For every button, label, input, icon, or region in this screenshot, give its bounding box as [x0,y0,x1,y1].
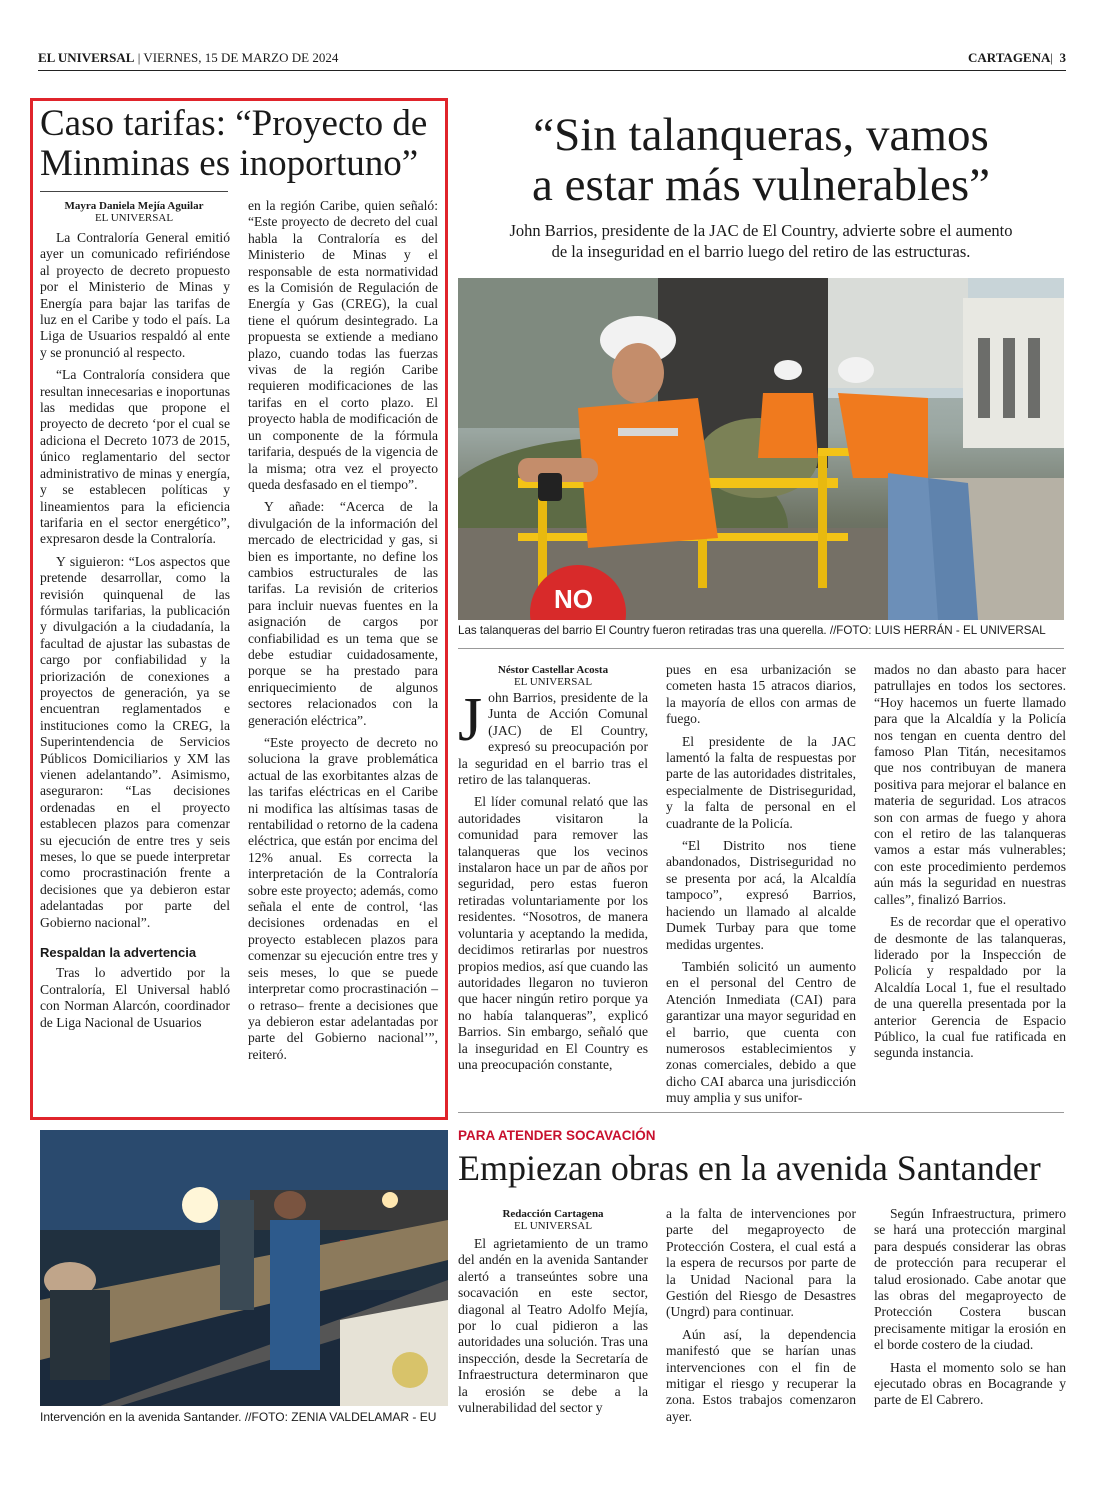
story2-photo [458,278,1064,620]
story3-column-1 [458,1236,648,1422]
paragraph: Y siguieron: “Los aspectos que pretende desarrollar, como la revisión quinquenal de las fórmulas tarifarias, la publicación y divulgación a la ciudadanía, la facultad de ajustar las subastas de cargo por confiabilidad y la priorización de conexiones a proyectos de generación, ya se encuentran reglamentados e instituciones como la CREG, la Superintendencia de Servicios Públicos Domiciliarios y XM las vienen adelantando”. Asimismo, aseguraron: “Las decisiones ordenadas en el proyecto establecen plazos para comenzar su ejecución de entre tres y seis meses, lo que se puede interpretar como procrastinación frente a decisiones que ya debieron estar adelantadas por parte del Gobierno nacional”. [40,553,230,930]
story2-deck [456,220,1066,262]
story2-byline [458,664,648,688]
page-header-left: EL UNIVERSAL | VIERNES, 15 DE MARZO DE 2024 [38,50,339,65]
paragraph: Y añade: “Acerca de la divulgación de la información del mercado de electricidad y gas, si bien es importante, no define los cambios estructurales de las tarifas. La revisión de criterios para incluir nuevas fuentes en la asignación de cargos por confiabilidad es un tema que se debe estudiar cuidadosamente, porque se ha prestado para enriquecimiento de algunos sectores relacionados con la generación eléctrica”. [248,499,438,728]
story1-byline [40,200,228,224]
story1-outlet: EL UNIVERSAL [94,212,174,224]
header-rule [38,70,1066,71]
section-name: CARTAGENA [968,50,1051,65]
paragraph: “Este proyecto de decreto no soluciona la grave problemática actual de las exorbitantes alzas de las tarifas eléctricas en el Caribe ni modifica las altísimas tasas de rentabilidad o retorno de la cadena eléctrica, que están por encima del 12% anual. Es correcta la interpretación de la Contraloría sobre este proyecto; además, como señala el ente de control, ‘las decisiones ordenadas en el proyecto establecen plazos para comenzar su ejecución entre tres y seis meses, lo que se puede interpretar como procrastinación –o retraso– frente a decisiones que ya debieron estar adelantadas por parte del Gobierno nacional’”, reiteró. [248,735,438,1062]
paragraph: La Contraloría General emitió ayer un comunicado refiriéndose al proyecto de decreto propuesto por el Ministerio de Minas y Energía para bajar las tarifas de luz en el Caribe y todo el país. La Liga de Usuarios respaldó al ente y se pronunció al respecto. [40,230,230,360]
story2-caption: Las talanqueras del barrio El Country fueron retiradas tras una querella. //FOTO: LUIS HERRÁN - EL UNIVERSAL [458,624,1046,637]
story3-caption: Intervención en la avenida Santander. //FOTO: ZENIA VALDELAMAR - EU [40,1410,437,1424]
story2-title [456,110,1066,210]
story2-deck-line2: de la inseguridad en el barrio luego del retiro de las estructuras. [551,242,971,261]
paragraph: El agrietamiento de un tramo del andén en la avenida Santander alertó a transeúntes sobre una socavación en este sector, diagonal al Teatro Adolfo Mejía, por lo cual pidieron a las autoridades una solución. Tras una inspección, desde la Secretaría de Infraestructura determinaron que la erosión se debe a la vulnerabilidad del sector y [458,1236,648,1416]
story3-outlet: EL UNIVERSAL [513,1220,593,1232]
story3-column-2 [666,1206,856,1431]
paragraph: Según Infraestructura, primero se hará una protección marginal para después considerar las obras de protección para recuperar el talud erosionado. Cabe anotar que las obras del megaproyecto de Protección Costera buscan precisamente mitigar la erosión en el borde costero de la ciudad. [874,1206,1066,1353]
story1-author: Mayra Daniela Mejía Aguilar [64,200,204,212]
story1-column-1 [40,230,230,1037]
paragraph: El líder comunal relató que las autoridades visitaron la comunidad para remover las talanqueras que los vecinos instalaron hace un par de años por seguridad, pero estas fueron retiradas voluntariamente por los residentes. “Nosotros, de manera voluntaria y aceptando la medida, decidimos retirarlas por nuestros propios medios, así que cuando las autoridades llegaron no tuvieron que hacer ningún retiro porque ya no había talanqueras”, explicó Barrios. Sin embargo, señaló que la inseguridad en El Country es una preocupación constante, [458,794,648,1072]
no-sign-text: NO [554,584,593,614]
story1-title-line1: Caso tarifas: “Proyecto de [40,103,428,144]
story1-subhead: Respaldan la advertencia [40,945,197,961]
paragraph: El presidente de la JAC lamentó la falta de respuestas por parte de las autoridades distritales, especialmente de Distriseguridad, y la falta de personal en el cuadrante de la Policía. [666,733,856,831]
paper-name: EL UNIVERSAL [38,50,135,65]
paragraph: Aún así, la dependencia manifestó que se harían unas intervenciones con el fin de mitigar el riesgo y recuperar la zona. Estos trabajos comenzaron ayer. [666,1326,856,1424]
story3-kicker: PARA ATENDER SOCAVACIÓN [458,1128,656,1143]
story2-column-1 [458,686,648,1079]
page-header-right: CARTAGENA| 3 [968,50,1066,65]
paragraph: mados no dan abasto para hacer patrullajes en todos los sectores. “Hoy hacemos un fuerte llamado para que la Alcaldía y la Policía nos tengan en cuenta dentro del famoso Plan Titán, necesitamos que nos contribuyan de manera positiva para mejorar el balance en materia de seguridad. Los atracos son con armas de fuego y ahora con el retiro de las talanqueras vamos a estar más vulnerables; con este procedimiento perdemos aún más la seguridad en nuestras calles”, finalizó Barrios. [874,662,1066,907]
story2-dropcap: J [458,686,483,754]
story2-column-3 [874,662,1066,1068]
paragraph: Hasta el momento solo se han ejecutado obras en Bocagrande y parte de El Cabrero. [874,1359,1066,1408]
story3-author: Redacción Cartagena [502,1208,604,1220]
paragraph: Tras lo advertido por la Contraloría, El Universal habló con Norman Alarcón, coordinador de Liga Nacional de Usuarios [40,965,230,1030]
paragraph: Es de recordar que el operativo de desmonte de las talanqueras, liderado por la Inspección de Policía y respaldado por la Alcaldía Local 1, fue el resultado de una querella presentada por la anterior Gerencia de Espacio Público, la cual fue ratificada en segunda instancia. [874,914,1066,1061]
story1-title-line2: Minminas es inoportuno” [40,143,419,184]
story1-title [40,104,440,184]
story2-title-line2: a estar más vulnerables” [531,159,991,211]
worksite-illustration [458,278,1064,620]
story2-deck-line1: John Barrios, presidente de la JAC de El Country, advierte sobre el aumento [509,221,1013,240]
story2-author: Néstor Castellar Acosta [497,664,609,676]
paragraph: “El Distrito nos tiene abandonados, Distriseguridad no se presenta por acá, la Alcaldía tampoco”, expresó Barrios, haciendo un llamado al alcalde Dumek Turbay para que tome medidas urgentes. [666,838,856,952]
page-number: 3 [1059,50,1066,65]
paragraph: También solicitó un aumento en el personal del Centro de Atención Inmediata (CAI) para garantizar una mayor seguridad en el barrio, que cuenta con numerosos establecimientos y zonas comerciales, debido a que dicho CAI abarca una jurisdicción muy amplia y sus unifor- [666,958,856,1106]
issue-date: VIERNES, 15 DE MARZO DE 2024 [143,50,339,65]
story3-photo [40,1130,448,1406]
story3-column-3 [874,1206,1066,1415]
story2-column-2 [666,662,856,1113]
story1-byline-rule [40,191,228,192]
story2-rule [458,648,1064,649]
paragraph: pues en esa urbanización se cometen hasta 15 atracos diarios, la mayoría de ellos con armas de fuego. [666,662,856,727]
story3-byline [458,1208,648,1232]
story3-title: Empiezan obras en la avenida Santander [458,1148,1041,1188]
story2-title-line1: “Sin talanqueras, vamos [533,109,989,161]
story3-rule [458,1112,1064,1113]
paragraph [458,686,648,788]
paragraph: a la falta de intervenciones por parte del megaproyecto de Protección Costera, el cual está a la espera de recursos por parte de la Unidad Nacional para la Gestión del Riesgo de Desastres (Ungrd) para continuar. [666,1206,856,1320]
paragraph: “La Contraloría considera que resultan innecesarias e inoportunas las medidas que propone el proyecto de decreto ‘por el cual se adiciona el Decreto 1073 de 2015, único reglamentario del sector administrativo de minas y energía, y se establecen políticas y lineamientos para la eficiencia tarifaria en el sector energético”, expresaron desde la Contraloría. [40,367,230,547]
story1-column-2 [248,198,438,1069]
story2-outlet: EL UNIVERSAL [513,676,593,688]
night-roadwork-illustration [40,1130,448,1406]
paragraph: en la región Caribe, quien señaló: “Este proyecto de decreto del cual habla la Contraloría es del Ministerio de Minas y el responsable de esta normatividad es la Comisión de Regulación de Energía y Gas (CREG), la cual tiene el quórum desintegrado. La propuesta se extiende a mediano plazo, cuando todas las fuerzas vivas de la región Caribe requieren modificaciones de las tarifas en el corto plazo. El proyecto habla de modificación de un componente de la fórmula tarifaria, después de la vigencia de la misma; otra vez el proyecto queda desfasado en el tiempo”. [248,198,438,492]
story2-lead: ohn Barrios, presidente de la Junta de Acción Comunal (JAC) de El Country, expresó su preocupación por la seguridad en el barrio tras el retiro de las talanqueras. [458,690,648,788]
